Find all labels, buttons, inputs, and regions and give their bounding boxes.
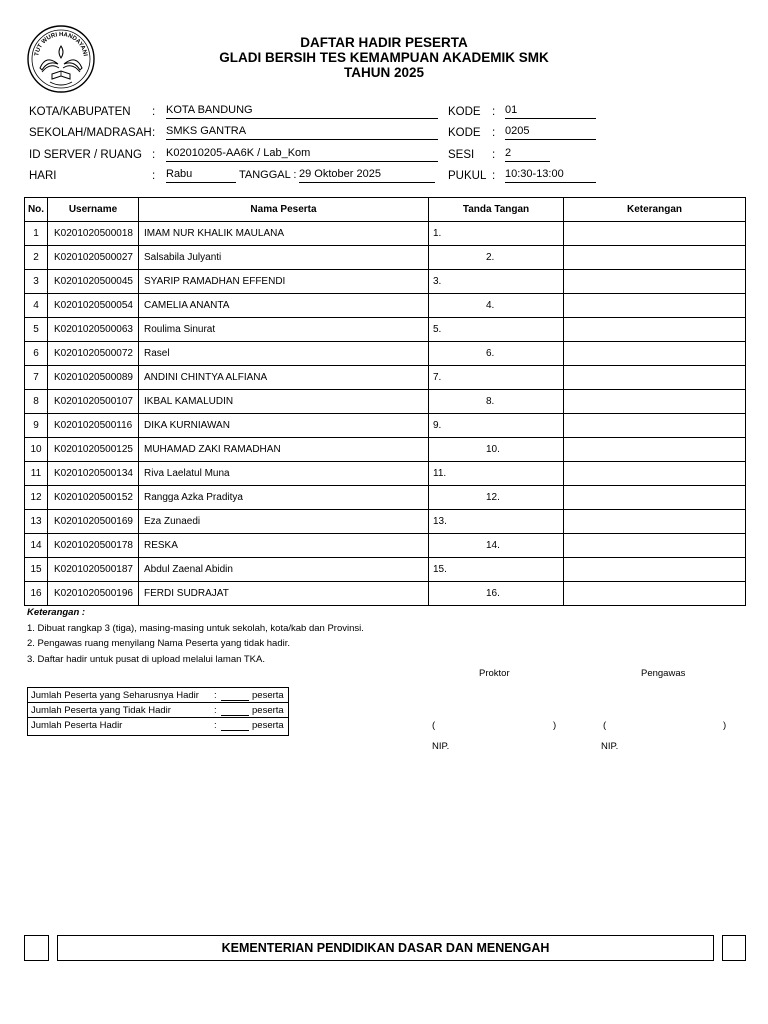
row-remarks-cell xyxy=(564,534,746,558)
row-participant-name: CAMELIA ANANTA xyxy=(139,294,429,318)
row-number: 3 xyxy=(25,270,48,294)
row-participant-name: ANDINI CHINTYA ALFIANA xyxy=(139,366,429,390)
summary-divider xyxy=(27,717,289,718)
row-username: K0201020500196 xyxy=(48,582,139,606)
header-keterangan: Keterangan xyxy=(564,198,746,222)
row-signature-cell: 13. xyxy=(429,510,564,534)
pengawas-nip: NIP. xyxy=(601,741,619,752)
row-remarks-cell xyxy=(564,438,746,462)
row-signature-cell: 14. xyxy=(429,534,564,558)
row-remarks-cell xyxy=(564,318,746,342)
row-participant-name: Rasel xyxy=(139,342,429,366)
table-row xyxy=(25,582,746,606)
row-participant-name: DIKA KURNIAWAN xyxy=(139,414,429,438)
footer-ministry-text: KEMENTERIAN PENDIDIKAN DASAR DAN MENENGAH xyxy=(57,935,714,961)
table-row xyxy=(25,438,746,462)
row-username: K0201020500063 xyxy=(48,318,139,342)
summary-divider xyxy=(27,702,289,703)
summary-present-blank xyxy=(221,720,249,731)
summary-colon: : xyxy=(214,720,217,731)
summary-absent-label: Jumlah Peserta yang Tidak Hadir xyxy=(31,705,171,716)
pengawas-close-paren: ) xyxy=(723,720,727,731)
pukul-label: PUKUL xyxy=(448,170,487,182)
pengawas-label: Pengawas xyxy=(641,668,686,679)
sesi-colon: : xyxy=(492,149,496,161)
row-participant-name: Eza Zunaedi xyxy=(139,510,429,534)
pukul-value: 10:30-13:00 xyxy=(505,168,596,183)
table-row xyxy=(25,414,746,438)
row-username: K0201020500178 xyxy=(48,534,139,558)
row-username: K0201020500018 xyxy=(48,222,139,246)
logo-motto-text: TUT WURI HANDAYANI xyxy=(34,31,88,57)
row-number: 10 xyxy=(25,438,48,462)
table-row xyxy=(25,366,746,390)
row-signature-cell: 12. xyxy=(429,486,564,510)
row-signature-cell: 2. xyxy=(429,246,564,270)
row-username: K0201020500107 xyxy=(48,390,139,414)
footer-left-box xyxy=(24,935,49,961)
row-signature-cell: 15. xyxy=(429,558,564,582)
table-row xyxy=(25,294,746,318)
server-colon: : xyxy=(152,149,156,161)
notes-title: Keterangan : xyxy=(27,607,86,618)
row-remarks-cell xyxy=(564,510,746,534)
row-signature-cell: 8. xyxy=(429,390,564,414)
row-number: 9 xyxy=(25,414,48,438)
summary-expected-blank xyxy=(221,690,249,701)
row-number: 14 xyxy=(25,534,48,558)
kode1-label: KODE xyxy=(448,106,481,118)
table-row xyxy=(25,342,746,366)
table-row xyxy=(25,270,746,294)
row-remarks-cell xyxy=(564,246,746,270)
attendance-summary-box xyxy=(27,687,289,736)
note-item: 1. Dibuat rangkap 3 (tiga), masing-masing untuk sekolah, kota/kab dan Provinsi. xyxy=(27,623,364,634)
row-signature-cell: 3. xyxy=(429,270,564,294)
kota-value: KOTA BANDUNG xyxy=(166,104,438,119)
row-username: K0201020500169 xyxy=(48,510,139,534)
row-username: K0201020500152 xyxy=(48,486,139,510)
summary-absent-blank xyxy=(221,705,249,716)
summary-colon: : xyxy=(214,705,217,716)
row-remarks-cell xyxy=(564,414,746,438)
kode1-value: 01 xyxy=(505,104,596,119)
table-row xyxy=(25,222,746,246)
title-line-2: GLADI BERSIH TES KEMAMPUAN AKADEMIK SMK xyxy=(219,50,549,65)
header-no: No. xyxy=(25,198,48,222)
row-participant-name: FERDI SUDRAJAT xyxy=(139,582,429,606)
table-row xyxy=(25,462,746,486)
row-number: 7 xyxy=(25,366,48,390)
row-remarks-cell xyxy=(564,486,746,510)
row-number: 1 xyxy=(25,222,48,246)
proktor-close-paren: ) xyxy=(553,720,557,731)
sesi-value: 2 xyxy=(505,147,550,162)
summary-unit: peserta xyxy=(252,690,284,701)
sekolah-label: SEKOLAH/MADRASAH xyxy=(29,127,152,139)
row-remarks-cell xyxy=(564,294,746,318)
row-remarks-cell xyxy=(564,390,746,414)
row-remarks-cell xyxy=(564,462,746,486)
row-number: 4 xyxy=(25,294,48,318)
summary-unit: peserta xyxy=(252,720,284,731)
kota-label: KOTA/KABUPATEN xyxy=(29,106,131,118)
table-row xyxy=(25,486,746,510)
row-participant-name: IKBAL KAMALUDIN xyxy=(139,390,429,414)
server-value: K02010205-AA6K / Lab_Kom xyxy=(166,147,438,162)
row-signature-cell: 11. xyxy=(429,462,564,486)
pengawas-open-paren: ( xyxy=(603,720,607,731)
summary-unit: peserta xyxy=(252,705,284,716)
row-participant-name: Salsabila Julyanti xyxy=(139,246,429,270)
row-participant-name: MUHAMAD ZAKI RAMADHAN xyxy=(139,438,429,462)
row-signature-cell: 1. xyxy=(429,222,564,246)
row-signature-cell: 6. xyxy=(429,342,564,366)
row-number: 6 xyxy=(25,342,48,366)
row-number: 8 xyxy=(25,390,48,414)
header-nama: Nama Peserta xyxy=(139,198,429,222)
tanggal-label: TANGGAL : xyxy=(239,169,297,181)
pukul-colon: : xyxy=(492,170,496,182)
kode2-value: 0205 xyxy=(505,125,596,140)
row-number: 15 xyxy=(25,558,48,582)
row-participant-name: Riva Laelatul Muna xyxy=(139,462,429,486)
row-participant-name: SYARIP RAMADHAN EFFENDI xyxy=(139,270,429,294)
table-row xyxy=(25,510,746,534)
table-header-row xyxy=(25,198,746,222)
table-row xyxy=(25,390,746,414)
row-username: K0201020500045 xyxy=(48,270,139,294)
row-username: K0201020500187 xyxy=(48,558,139,582)
title-line-3: TAHUN 2025 xyxy=(343,65,425,80)
row-username: K0201020500027 xyxy=(48,246,139,270)
footer-right-box xyxy=(722,935,746,961)
row-signature-cell: 7. xyxy=(429,366,564,390)
row-username: K0201020500134 xyxy=(48,462,139,486)
row-number: 5 xyxy=(25,318,48,342)
row-participant-name: Abdul Zaenal Abidin xyxy=(139,558,429,582)
hari-value: Rabu xyxy=(166,168,236,183)
note-item: 3. Daftar hadir untuk pusat di upload melalui laman TKA. xyxy=(27,654,265,665)
row-number: 12 xyxy=(25,486,48,510)
hari-colon: : xyxy=(152,170,156,182)
proktor-nip: NIP. xyxy=(432,741,450,752)
row-number: 13 xyxy=(25,510,48,534)
proktor-label: Proktor xyxy=(479,668,510,679)
summary-expected-label: Jumlah Peserta yang Seharusnya Hadir xyxy=(31,690,199,701)
header-ttd: Tanda Tangan xyxy=(429,198,564,222)
kota-colon: : xyxy=(152,106,156,118)
row-username: K0201020500072 xyxy=(48,342,139,366)
row-signature-cell: 5. xyxy=(429,318,564,342)
title-line-1: DAFTAR HADIR PESERTA xyxy=(300,35,468,50)
row-participant-name: Rangga Azka Praditya xyxy=(139,486,429,510)
row-number: 16 xyxy=(25,582,48,606)
row-remarks-cell xyxy=(564,366,746,390)
row-signature-cell: 16. xyxy=(429,582,564,606)
row-participant-name: RESKA xyxy=(139,534,429,558)
proktor-open-paren: ( xyxy=(432,720,436,731)
hari-label: HARI xyxy=(29,170,57,182)
kode2-colon: : xyxy=(492,127,496,139)
row-username: K0201020500089 xyxy=(48,366,139,390)
tanggal-value: 29 Oktober 2025 xyxy=(299,168,435,183)
table-row xyxy=(25,246,746,270)
row-number: 2 xyxy=(25,246,48,270)
row-remarks-cell xyxy=(564,342,746,366)
kode1-colon: : xyxy=(492,106,496,118)
table-row xyxy=(25,318,746,342)
sekolah-colon: : xyxy=(152,127,156,139)
row-number: 11 xyxy=(25,462,48,486)
table-row xyxy=(25,534,746,558)
attendance-table xyxy=(24,197,746,606)
summary-colon: : xyxy=(214,690,217,701)
server-label: ID SERVER / RUANG xyxy=(29,149,142,161)
sesi-label: SESI xyxy=(448,149,475,161)
sekolah-value: SMKS GANTRA xyxy=(166,125,438,140)
row-remarks-cell xyxy=(564,582,746,606)
row-signature-cell: 9. xyxy=(429,414,564,438)
note-item: 2. Pengawas ruang menyilang Nama Peserta yang tidak hadir. xyxy=(27,638,290,649)
row-participant-name: Roulima Sinurat xyxy=(139,318,429,342)
kode2-label: KODE xyxy=(448,127,481,139)
summary-row-present xyxy=(31,719,287,734)
header-username: Username xyxy=(48,198,139,222)
row-participant-name: IMAM NUR KHALIK MAULANA xyxy=(139,222,429,246)
summary-present-label: Jumlah Peserta Hadir xyxy=(31,720,123,731)
row-remarks-cell xyxy=(564,270,746,294)
row-username: K0201020500116 xyxy=(48,414,139,438)
row-username: K0201020500054 xyxy=(48,294,139,318)
row-username: K0201020500125 xyxy=(48,438,139,462)
row-remarks-cell xyxy=(564,558,746,582)
row-signature-cell: 10. xyxy=(429,438,564,462)
table-row xyxy=(25,558,746,582)
row-remarks-cell xyxy=(564,222,746,246)
row-signature-cell: 4. xyxy=(429,294,564,318)
